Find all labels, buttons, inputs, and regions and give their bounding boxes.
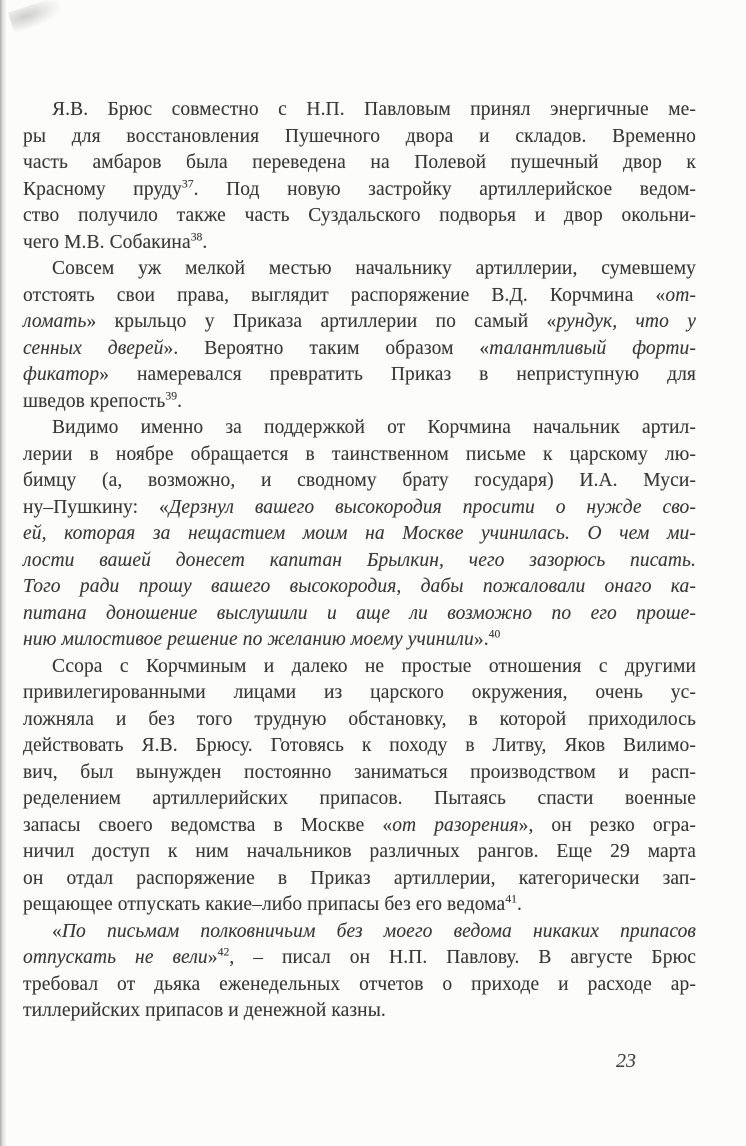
text-segment: привилегированными лицами из царского окружения, очень ус- (23, 682, 696, 703)
text-line (23, 389, 696, 416)
text-segment: действовать Я.В. Брюсу. Готовясь к походу в Литву, Яков Вилимо- (23, 735, 696, 756)
text-segment: нию милостивое решение по желанию моему учинили (23, 629, 474, 650)
text-segment: « (52, 920, 62, 942)
text-segment: Совсем уж мелкой местью начальнику артиллерии, сумевшему (52, 258, 696, 279)
footnote-marker: 41 (505, 892, 517, 906)
text-segment: ». (473, 629, 489, 650)
footnote-marker: 40 (488, 627, 501, 641)
text-line (23, 177, 696, 204)
text-line (23, 230, 696, 257)
text-segment: . (177, 390, 183, 412)
text-segment: питана доношение выслушили и аще ли возможно по его проше- (23, 602, 696, 624)
text-line (23, 945, 696, 972)
text-segment: ». Вероятно таким образом « (163, 337, 490, 359)
text-line (23, 124, 696, 151)
page-number: 23 (616, 1050, 636, 1072)
text-segment: сенных дверей (23, 337, 164, 359)
text-line (23, 336, 696, 363)
text-segment: от разорения (392, 814, 519, 836)
text-line (23, 680, 696, 707)
text-segment: ломать (23, 311, 87, 332)
text-segment: от- (665, 284, 696, 306)
text-line (23, 256, 696, 283)
text-line (23, 495, 696, 522)
text-segment: рещающее отпускать какие–либо припасы без его ведома (23, 894, 506, 915)
text-line (23, 362, 696, 389)
text-segment: Того ради прошу вашего высокородия, дабы пожаловали онаго ка- (23, 576, 696, 597)
text-segment: отпускать не вели (23, 947, 208, 968)
text-line (23, 972, 696, 999)
text-segment: талантливый форти- (489, 337, 697, 359)
text-segment: ство получило также часть Суздальского подворья и двор окольни- (23, 205, 696, 226)
text-segment: требовал от дьяка еженедельных отчетов о приходе и расходе ар- (23, 973, 696, 995)
scan-smudge (8, 0, 64, 33)
text-line (23, 309, 696, 336)
text-line (23, 283, 696, 310)
text-line (23, 574, 696, 601)
text-segment: » намеревался превратить Приказ в неприступную для (99, 364, 696, 385)
text-segment: запасы своего ведомства в Москве « (23, 814, 393, 836)
text-line (23, 733, 696, 760)
text-segment: чего М.В. Собакина (23, 231, 191, 253)
text-line (23, 521, 696, 548)
text-line (23, 786, 696, 813)
paragraph (23, 256, 696, 415)
text-segment: Ссора с Корчминым и далеко не простые отношения с другими (52, 655, 696, 677)
text-segment: лости вашей донесет капитан Брылкин, чего зазорюсь писать. (23, 549, 696, 571)
text-segment: часть амбаров была переведена на Полевой пушечный двор к (23, 152, 696, 173)
text-segment: ры для восстановления Пушечного двора и складов. Временно (23, 125, 696, 147)
text-line (23, 203, 696, 230)
paragraph (23, 415, 696, 654)
paragraph (23, 919, 696, 1025)
text-line (23, 813, 696, 840)
text-segment: Я.В. Брюс совместно с Н.П. Павловым принял энергичные ме- (52, 99, 696, 120)
text-segment: тиллерийских припасов и денежной казны. (23, 1000, 386, 1021)
text-segment: Красному пруду (23, 178, 182, 200)
text-segment: » (207, 947, 218, 968)
text-segment: фикатор (23, 364, 100, 385)
text-line (23, 442, 696, 469)
text-segment: , – писал он Н.П. Павлову. В августе Брюс (229, 947, 696, 968)
footnote-marker: 42 (217, 945, 230, 959)
text-segment: Дерзнул вашего высокородия просити о нужде сво- (168, 496, 696, 518)
text-line (23, 654, 696, 681)
text-line (23, 601, 696, 628)
page-text (23, 97, 696, 1025)
footnote-marker: 38 (190, 230, 203, 243)
text-line (23, 866, 696, 893)
text-segment: шведов крепость (23, 390, 166, 412)
text-segment: ну–Пушкину: « (23, 496, 169, 518)
text-segment: Видимо именно за поддержкой от Корчмина начальник артил- (52, 417, 696, 438)
footnote-marker: 39 (165, 389, 178, 402)
paragraph (23, 97, 696, 256)
text-line (23, 839, 696, 866)
text-line (23, 919, 696, 946)
text-line (23, 892, 696, 919)
scan-edge-shadow (0, 0, 7, 1146)
text-line (23, 150, 696, 177)
text-segment: рундук, что у (556, 311, 697, 332)
text-segment: » крыльцо у Приказа артиллерии по самый « (86, 311, 557, 332)
text-segment: ей, которая за нещастием моим на Москве учинилась. О чем ми- (23, 523, 696, 544)
text-segment: », он резко огра- (518, 814, 696, 836)
text-segment: лерии в ноябре обращается в таинственном письме к царскому лю- (23, 443, 696, 465)
text-line (23, 97, 696, 124)
text-segment: вич, был вынужден постоянно заниматься производством и расп- (23, 761, 696, 783)
text-segment: ложняла и без того трудную обстановку, в которой приходилось (23, 708, 696, 730)
text-segment: бимцу (а, возможно, и сводному брату государя) И.А. Муси- (23, 470, 696, 491)
text-segment: . (202, 231, 208, 253)
text-line (23, 468, 696, 495)
text-line (23, 707, 696, 734)
text-segment: ределением артиллерийских припасов. Пытаясь спасти военные (23, 788, 696, 809)
text-segment: . (517, 894, 522, 915)
text-segment: он отдал распоряжение в Приказ артиллерии, категорически зап- (23, 867, 696, 889)
text-line (23, 998, 696, 1025)
text-segment: ничил доступ к ним начальников различных рангов. Еще 29 марта (23, 841, 696, 862)
text-segment: По письмам полковничьим без моего ведома никаких припасов (61, 920, 696, 942)
footnote-marker: 37 (181, 177, 194, 190)
text-line (23, 415, 696, 442)
text-line (23, 760, 696, 787)
text-line (23, 627, 696, 654)
paragraph (23, 654, 696, 919)
text-segment: . Под новую застройку артиллерийское ведом- (193, 178, 696, 200)
text-line (23, 548, 696, 575)
text-segment: отстоять свои права, выглядит распоряжение В.Д. Корчмина « (23, 284, 666, 306)
